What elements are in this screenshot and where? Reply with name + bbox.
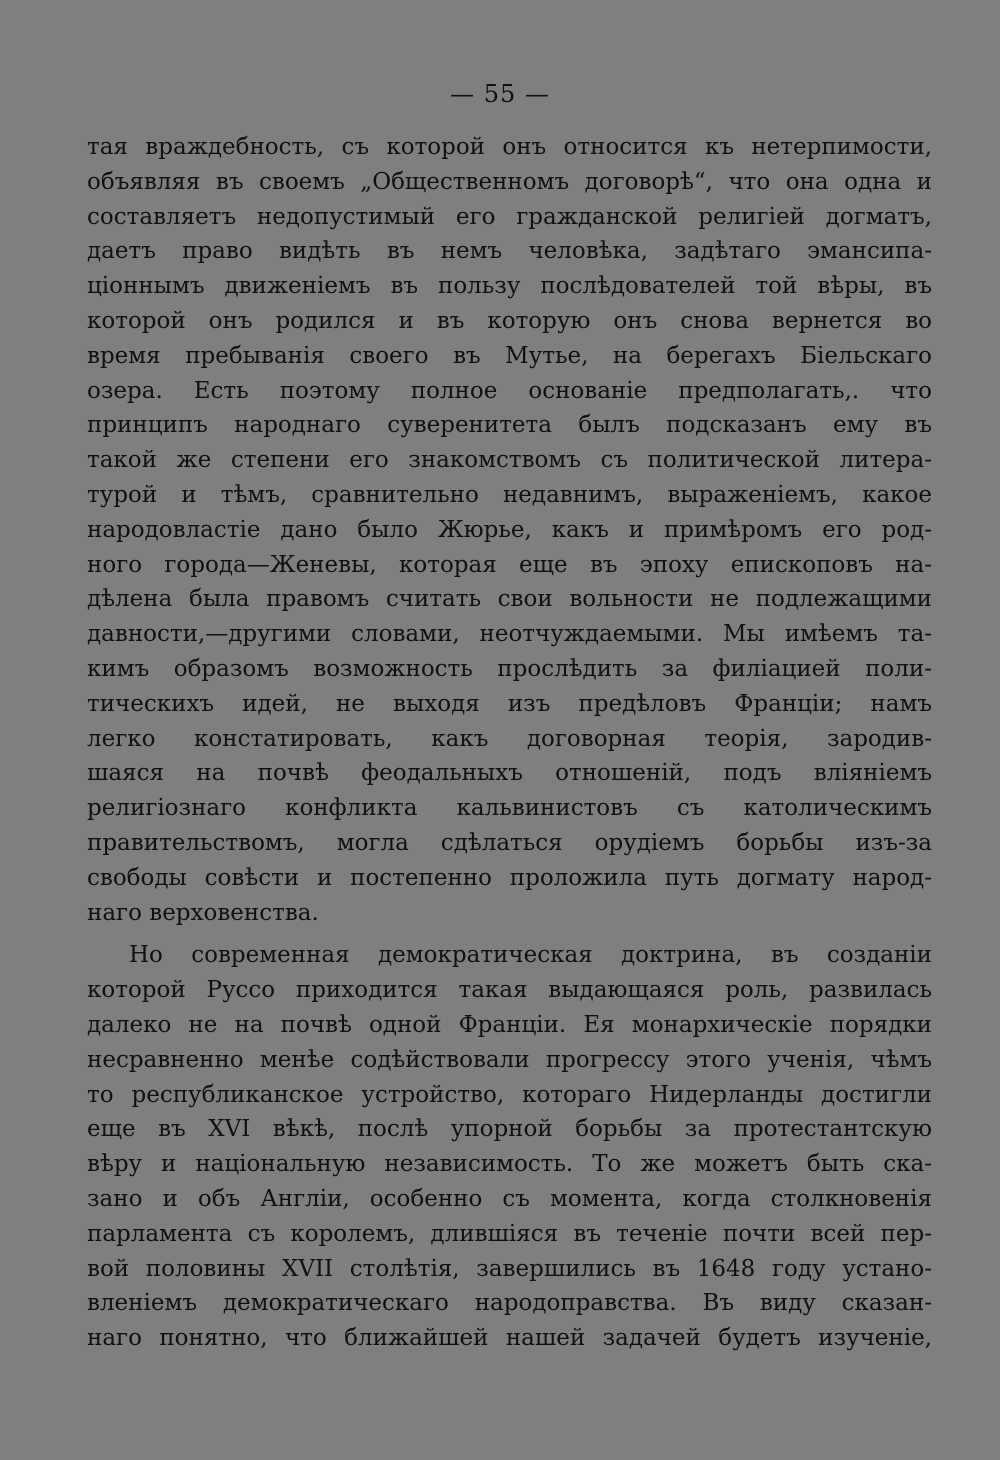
text-line: наго понятно, что ближайшей нашей задачей будетъ изученіе, <box>87 1325 932 1352</box>
text-line: составляетъ недопустимый его гражданской религіей догматъ, <box>87 203 932 230</box>
page-number: — 55 — <box>450 80 550 108</box>
text-line: тая враждебность, съ которой онъ относится къ нетерпимости, <box>87 134 932 160</box>
text-line: озера. Есть поэтому полное основаніе предполагать,. что <box>87 377 932 404</box>
text-line: вленіемъ демократическаго народоправства. Въ виду сказан- <box>87 1290 932 1317</box>
text-line: парламента съ королемъ, длившіяся въ теченіе почти всей пер- <box>87 1220 932 1247</box>
text-line: объявляя въ своемъ „Общественномъ договорѣ“, что она одна и <box>87 168 932 195</box>
text-line: шаяся на почвѣ феодальныхъ отношеній, подъ вліяніемъ <box>87 760 932 787</box>
text-line: то республиканское устройство, котораго Нидерланды достигли <box>87 1081 932 1108</box>
text-line: дѣлена была правомъ считать свои вольности не подлежащими <box>87 586 932 613</box>
text-line: ного города—Женевы, которая еще въ эпоху епископовъ на- <box>87 551 932 578</box>
text-line: вой половины XVII столѣтія, завершились въ 1648 году устано- <box>87 1255 932 1282</box>
text-line: религіознаго конфликта кальвинистовъ съ католическимъ <box>87 795 932 822</box>
text-line: правительствомъ, могла сдѣлаться орудіемъ борьбы изъ-за <box>87 829 932 856</box>
text-line: свободы совѣсти и постепенно проложила путь догмату народ- <box>87 864 932 891</box>
text-line: народовластіе дано было Жюрье, какъ и примѣромъ его род- <box>87 516 932 543</box>
text-line: тическихъ идей, не выходя изъ предѣловъ Франціи; намъ <box>87 690 932 717</box>
text-line: Но современная демократическая доктрина, въ созданіи <box>129 942 932 969</box>
text-line: кимъ образомъ возможность прослѣдить за филіацией поли- <box>87 655 932 682</box>
text-line: несравненно менѣе содѣйствовали прогрессу этого ученія, чѣмъ <box>87 1046 932 1073</box>
text-line: турой и тѣмъ, сравнительно недавнимъ, выраженіемъ, какое <box>87 481 932 508</box>
paragraph-1 <box>87 130 932 930</box>
text-line: принципъ народнаго суверенитета былъ подсказанъ ему въ <box>87 412 932 439</box>
text-line: наго верховенства. <box>87 899 319 926</box>
text-line: такой же степени его знакомствомъ съ политической литера- <box>87 447 932 474</box>
paragraph-gap <box>87 930 932 938</box>
body-text <box>87 130 932 1356</box>
text-line: время пребыванія своего въ Мутье, на берегахъ Біельскаго <box>87 342 932 369</box>
text-line: вѣру и національную независимость. То же можетъ быть ска- <box>87 1151 932 1178</box>
paragraph-2 <box>87 938 932 1356</box>
text-line: легко констатировать, какъ договорная теорія, зародив- <box>87 725 932 752</box>
text-line: которой онъ родился и въ которую онъ снова вернется во <box>87 307 932 334</box>
text-line: давности,—другими словами, неотчуждаемыми. Мы имѣемъ та- <box>87 621 932 648</box>
text-line: которой Руссо приходится такая выдающаяся роль, развилась <box>87 977 932 1004</box>
text-line: еще въ XVI вѣкѣ, послѣ упорной борьбы за протестантскую <box>87 1116 932 1143</box>
text-line: даетъ право видѣть въ немъ человѣка, задѣтаго эмансипа- <box>87 238 932 265</box>
text-line: зано и объ Англіи, особенно съ момента, когда столкновенія <box>87 1185 932 1212</box>
text-line: далеко не на почвѣ одной Франціи. Ея монархическіе порядки <box>87 1011 932 1038</box>
text-line: ціоннымъ движеніемъ въ пользу послѣдователей той вѣры, въ <box>87 273 932 300</box>
